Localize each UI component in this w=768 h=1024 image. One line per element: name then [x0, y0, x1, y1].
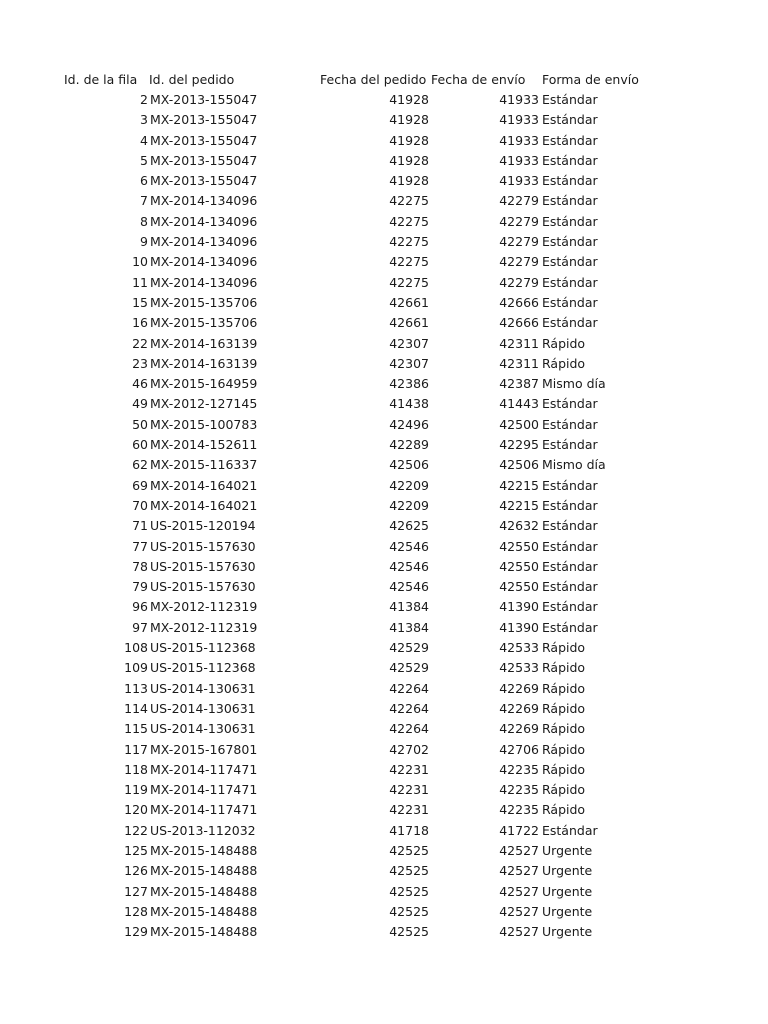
cell-row-id: 49 [132, 396, 148, 412]
cell-ship-date: 41933 [499, 112, 539, 128]
cell-order-id: MX-2014-163139 [150, 355, 258, 371]
cell-order-date: 41928 [389, 92, 429, 107]
cell-row-id: 129 [124, 924, 148, 940]
table-row [0, 902, 768, 922]
cell-ship-mode: Rápido [542, 660, 586, 676]
cell-row-id: 2 [140, 92, 148, 107]
cell-ship-date: 42527 [499, 903, 539, 919]
cell-ship-mode: Estándar [542, 294, 598, 310]
table-row [0, 618, 768, 638]
header-order-date: Fecha del pedido [320, 72, 427, 87]
cell-ship-mode: Rápido [542, 761, 586, 777]
table-row [0, 90, 768, 110]
cell-ship-mode: Estándar [542, 274, 598, 290]
cell-order-date: 42264 [389, 700, 429, 716]
cell-row-id: 78 [132, 558, 148, 574]
cell-ship-mode: Estándar [542, 599, 598, 615]
cell-ship-date: 42550 [499, 538, 539, 554]
table-row [0, 800, 768, 820]
cell-ship-date: 42527 [499, 863, 539, 879]
cell-ship-mode: Estándar [542, 92, 598, 107]
cell-order-date: 42525 [389, 842, 429, 858]
cell-order-date: 42546 [389, 579, 429, 595]
cell-ship-date: 42666 [499, 315, 539, 331]
cell-ship-date: 42500 [499, 416, 539, 432]
cell-ship-date: 42215 [499, 497, 539, 513]
cell-order-date: 42661 [389, 294, 429, 310]
cell-order-id: MX-2015-148488 [150, 883, 258, 899]
cell-order-id: US-2015-157630 [150, 538, 256, 554]
cell-order-id: MX-2014-134096 [150, 193, 258, 209]
cell-order-id: MX-2014-134096 [150, 234, 258, 250]
cell-ship-mode: Estándar [542, 132, 598, 148]
cell-ship-mode: Estándar [542, 234, 598, 250]
cell-order-date: 41384 [389, 619, 429, 635]
cell-order-id: US-2014-130631 [150, 721, 256, 737]
cell-row-id: 62 [132, 457, 148, 473]
cell-order-id: MX-2014-117471 [150, 782, 258, 798]
cell-order-date: 42275 [389, 193, 429, 209]
cell-order-id: MX-2015-148488 [150, 924, 258, 940]
cell-row-id: 79 [132, 579, 148, 595]
cell-order-id: MX-2014-164021 [150, 477, 258, 493]
cell-order-date: 42525 [389, 903, 429, 919]
cell-row-id: 120 [124, 802, 148, 818]
table-row [0, 131, 768, 151]
cell-order-id: MX-2015-135706 [150, 294, 258, 310]
cell-order-date: 42289 [389, 437, 429, 453]
cell-ship-date: 42279 [499, 254, 539, 270]
cell-order-id: MX-2015-148488 [150, 863, 258, 879]
cell-ship-mode: Estándar [542, 518, 598, 534]
cell-order-date: 42546 [389, 558, 429, 574]
cell-order-date: 42529 [389, 660, 429, 676]
cell-ship-mode: Estándar [542, 254, 598, 270]
cell-ship-mode: Urgente [542, 842, 593, 858]
table-row [0, 841, 768, 861]
cell-order-id: MX-2014-134096 [150, 274, 258, 290]
cell-order-date: 42702 [389, 741, 429, 757]
cell-order-date: 42231 [389, 802, 429, 818]
table-row [0, 334, 768, 354]
cell-row-id: 108 [124, 640, 148, 656]
cell-ship-date: 41933 [499, 92, 539, 107]
cell-order-date: 41718 [389, 822, 429, 838]
cell-ship-mode: Urgente [542, 903, 593, 919]
table-row [0, 110, 768, 130]
cell-order-date: 42231 [389, 761, 429, 777]
cell-ship-date: 42279 [499, 274, 539, 290]
cell-ship-date: 42235 [499, 761, 539, 777]
cell-ship-mode: Estándar [542, 152, 598, 168]
cell-ship-date: 42527 [499, 842, 539, 858]
cell-order-date: 42525 [389, 863, 429, 879]
table-row [0, 252, 768, 272]
cell-ship-mode: Rápido [542, 700, 586, 716]
cell-order-date: 42275 [389, 234, 429, 250]
cell-row-id: 50 [132, 416, 148, 432]
table-row [0, 638, 768, 658]
cell-ship-mode: Rápido [542, 802, 586, 818]
cell-order-date: 42506 [389, 457, 429, 473]
table-row [0, 740, 768, 760]
table-row [0, 882, 768, 902]
table-row [0, 313, 768, 333]
cell-ship-mode: Estándar [542, 396, 598, 412]
cell-order-id: MX-2012-112319 [150, 599, 258, 615]
table-row [0, 476, 768, 496]
table-row [0, 212, 768, 232]
cell-ship-mode: Estándar [542, 477, 598, 493]
cell-ship-date: 42533 [499, 660, 539, 676]
cell-ship-date: 42550 [499, 558, 539, 574]
cell-row-id: 6 [140, 173, 148, 189]
cell-ship-mode: Rápido [542, 335, 586, 351]
cell-order-id: MX-2015-100783 [150, 416, 258, 432]
cell-order-id: MX-2014-163139 [150, 335, 258, 351]
cell-order-date: 41438 [389, 396, 429, 412]
cell-ship-date: 42387 [499, 376, 539, 392]
table-row [0, 394, 768, 414]
cell-ship-date: 42269 [499, 721, 539, 737]
cell-order-id: MX-2015-167801 [150, 741, 258, 757]
cell-order-id: MX-2014-117471 [150, 802, 258, 818]
cell-order-id: MX-2014-134096 [150, 213, 258, 229]
header-row-id: Id. de la fila [64, 72, 138, 87]
cell-ship-mode: Estándar [542, 213, 598, 229]
cell-order-id: MX-2012-127145 [150, 396, 258, 412]
cell-ship-date: 41722 [499, 822, 539, 838]
cell-order-date: 42307 [389, 355, 429, 371]
cell-ship-mode: Estándar [542, 193, 598, 209]
cell-row-id: 9 [140, 234, 148, 250]
cell-order-date: 41928 [389, 173, 429, 189]
cell-ship-mode: Urgente [542, 883, 593, 899]
table-header-row [0, 70, 768, 90]
cell-order-id: US-2015-157630 [150, 579, 256, 595]
cell-ship-date: 42295 [499, 437, 539, 453]
table-row [0, 415, 768, 435]
cell-order-date: 42231 [389, 782, 429, 798]
cell-ship-date: 42632 [499, 518, 539, 534]
cell-row-id: 3 [140, 112, 148, 128]
cell-order-id: US-2015-157630 [150, 558, 256, 574]
cell-order-id: US-2015-112368 [150, 640, 256, 656]
cell-order-id: MX-2013-155047 [150, 132, 258, 148]
cell-row-id: 127 [124, 883, 148, 899]
cell-ship-mode: Estándar [542, 315, 598, 331]
cell-order-date: 42275 [389, 213, 429, 229]
cell-ship-date: 42279 [499, 234, 539, 250]
table-body [0, 90, 768, 942]
cell-ship-date: 42527 [499, 924, 539, 940]
cell-row-id: 113 [124, 680, 148, 696]
header-ship-date: Fecha de envío [431, 72, 526, 87]
table-row [0, 232, 768, 252]
cell-ship-mode: Urgente [542, 863, 593, 879]
cell-ship-mode: Urgente [542, 924, 593, 940]
table-row [0, 577, 768, 597]
cell-order-date: 42525 [389, 924, 429, 940]
cell-ship-date: 41933 [499, 173, 539, 189]
table-row [0, 516, 768, 536]
cell-order-date: 42661 [389, 315, 429, 331]
cell-order-id: MX-2013-155047 [150, 112, 258, 128]
table-row [0, 760, 768, 780]
cell-ship-mode: Estándar [542, 416, 598, 432]
cell-ship-date: 42311 [499, 335, 539, 351]
table-row [0, 780, 768, 800]
cell-order-date: 42546 [389, 538, 429, 554]
cell-ship-date: 42279 [499, 213, 539, 229]
table-row [0, 557, 768, 577]
cell-ship-date: 41443 [499, 396, 539, 412]
cell-ship-mode: Estándar [542, 112, 598, 128]
table-row [0, 455, 768, 475]
header-ship-mode: Forma de envío [542, 72, 639, 87]
cell-order-date: 42209 [389, 497, 429, 513]
cell-row-id: 117 [124, 741, 148, 757]
table-row [0, 658, 768, 678]
cell-order-id: MX-2014-134096 [150, 254, 258, 270]
cell-row-id: 5 [140, 152, 148, 168]
cell-row-id: 70 [132, 497, 148, 513]
cell-row-id: 119 [124, 782, 148, 798]
cell-order-date: 42525 [389, 883, 429, 899]
cell-order-id: US-2015-112368 [150, 660, 256, 676]
cell-ship-date: 41933 [499, 132, 539, 148]
cell-order-date: 42386 [389, 376, 429, 392]
cell-row-id: 122 [124, 822, 148, 838]
table-row [0, 922, 768, 942]
cell-row-id: 23 [132, 355, 148, 371]
table-row [0, 435, 768, 455]
cell-ship-date: 42269 [499, 700, 539, 716]
cell-order-id: MX-2012-112319 [150, 619, 258, 635]
table-row [0, 597, 768, 617]
table-row [0, 821, 768, 841]
cell-order-id: MX-2015-148488 [150, 842, 258, 858]
cell-ship-mode: Rápido [542, 741, 586, 757]
table-row [0, 374, 768, 394]
header-order-id: Id. del pedido [149, 72, 235, 87]
cell-order-id: MX-2015-135706 [150, 315, 258, 331]
cell-row-id: 4 [140, 132, 148, 148]
cell-ship-date: 42279 [499, 193, 539, 209]
cell-row-id: 96 [132, 599, 148, 615]
cell-row-id: 71 [132, 518, 148, 534]
cell-row-id: 16 [132, 315, 148, 331]
cell-order-id: US-2014-130631 [150, 680, 256, 696]
cell-ship-mode: Estándar [542, 579, 598, 595]
cell-order-id: MX-2014-164021 [150, 497, 258, 513]
cell-ship-mode: Estándar [542, 619, 598, 635]
table-row [0, 699, 768, 719]
cell-ship-mode: Mismo día [542, 376, 606, 392]
cell-row-id: 118 [124, 761, 148, 777]
cell-order-date: 41384 [389, 599, 429, 615]
table-row [0, 861, 768, 881]
cell-ship-date: 42311 [499, 355, 539, 371]
cell-ship-date: 42666 [499, 294, 539, 310]
cell-ship-date: 42215 [499, 477, 539, 493]
table-row [0, 171, 768, 191]
table-row [0, 679, 768, 699]
cell-order-id: MX-2014-117471 [150, 761, 258, 777]
cell-row-id: 77 [132, 538, 148, 554]
cell-row-id: 10 [132, 254, 148, 270]
cell-ship-mode: Rápido [542, 355, 586, 371]
table-row [0, 354, 768, 374]
cell-order-date: 41928 [389, 112, 429, 128]
cell-order-date: 42209 [389, 477, 429, 493]
table-row [0, 496, 768, 516]
cell-order-date: 42529 [389, 640, 429, 656]
cell-order-date: 42625 [389, 518, 429, 534]
table-row [0, 273, 768, 293]
cell-order-id: US-2015-120194 [150, 518, 256, 534]
cell-row-id: 97 [132, 619, 148, 635]
cell-order-id: MX-2015-164959 [150, 376, 258, 392]
cell-order-date: 42275 [389, 274, 429, 290]
cell-ship-mode: Mismo día [542, 457, 606, 473]
cell-order-id: US-2014-130631 [150, 700, 256, 716]
table-row [0, 537, 768, 557]
cell-ship-date: 41933 [499, 152, 539, 168]
cell-ship-date: 42533 [499, 640, 539, 656]
cell-ship-date: 42706 [499, 741, 539, 757]
cell-ship-mode: Rápido [542, 640, 586, 656]
cell-row-id: 15 [132, 294, 148, 310]
cell-order-id: MX-2015-116337 [150, 457, 258, 473]
cell-ship-date: 42550 [499, 579, 539, 595]
cell-row-id: 69 [132, 477, 148, 493]
cell-order-date: 41928 [389, 152, 429, 168]
cell-row-id: 126 [124, 863, 148, 879]
cell-ship-date: 42269 [499, 680, 539, 696]
orders-table [0, 70, 768, 942]
cell-order-date: 42264 [389, 680, 429, 696]
cell-ship-mode: Estándar [542, 437, 598, 453]
cell-ship-date: 41390 [499, 599, 539, 615]
cell-row-id: 114 [124, 700, 148, 716]
cell-ship-mode: Estándar [542, 538, 598, 554]
table-row [0, 293, 768, 313]
cell-order-id: MX-2015-148488 [150, 903, 258, 919]
cell-row-id: 22 [132, 335, 148, 351]
cell-row-id: 125 [124, 842, 148, 858]
cell-ship-date: 42235 [499, 782, 539, 798]
cell-order-date: 42496 [389, 416, 429, 432]
cell-row-id: 128 [124, 903, 148, 919]
cell-order-date: 41928 [389, 132, 429, 148]
cell-row-id: 109 [124, 660, 148, 676]
cell-ship-mode: Estándar [542, 558, 598, 574]
cell-ship-date: 41390 [499, 619, 539, 635]
table-row [0, 719, 768, 739]
cell-row-id: 60 [132, 437, 148, 453]
cell-ship-mode: Rápido [542, 721, 586, 737]
cell-order-date: 42275 [389, 254, 429, 270]
cell-row-id: 8 [140, 213, 148, 229]
cell-ship-mode: Rápido [542, 782, 586, 798]
cell-order-id: MX-2014-152611 [150, 437, 258, 453]
table-row [0, 191, 768, 211]
cell-ship-date: 42506 [499, 457, 539, 473]
cell-row-id: 115 [124, 721, 148, 737]
cell-order-id: MX-2013-155047 [150, 173, 258, 189]
cell-row-id: 46 [132, 376, 148, 392]
cell-row-id: 11 [132, 274, 148, 290]
cell-order-id: MX-2013-155047 [150, 152, 258, 168]
cell-order-id: MX-2013-155047 [150, 92, 258, 107]
cell-ship-date: 42527 [499, 883, 539, 899]
cell-order-date: 42307 [389, 335, 429, 351]
cell-row-id: 7 [140, 193, 148, 209]
cell-ship-date: 42235 [499, 802, 539, 818]
cell-ship-mode: Estándar [542, 497, 598, 513]
cell-order-date: 42264 [389, 721, 429, 737]
table-row [0, 151, 768, 171]
cell-ship-mode: Estándar [542, 173, 598, 189]
cell-order-id: US-2013-112032 [150, 822, 256, 838]
cell-ship-mode: Rápido [542, 680, 586, 696]
cell-ship-mode: Estándar [542, 822, 598, 838]
